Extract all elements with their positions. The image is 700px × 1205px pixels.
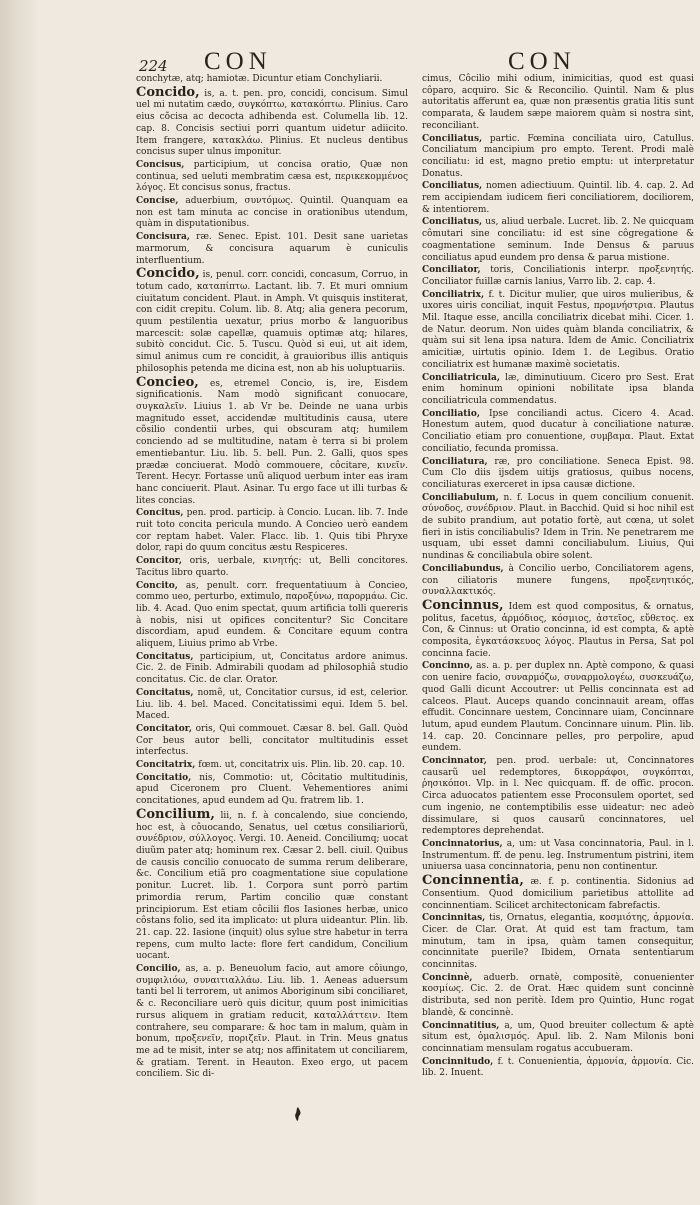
dictionary-entry bbox=[422, 1057, 694, 1080]
entry-definition: a, um: ut Vasa concinnatoria, Paul. in l. Instrumentum. ff. de penu. leg. Instrumentum pistrini, item uniuersa uasa concinnatoria, penu non continentur. bbox=[422, 839, 694, 873]
entry-definition: nomen adiectiuum. Quintil. lib. 4. cap. 2. Ad rem accipiendam iudicem fieri conciliatiorem, dociliorem, & intentiorem. bbox=[422, 181, 694, 215]
entry-headword: Concido, bbox=[136, 84, 200, 100]
entry-definition: lii, n. f. à concalendo, siue conciendo, hoc est, à côuocando, Senatus, uel cœtus consiliariorũ, συνέδριον, σύλλογος. Vergi. 10. Aeneid. Conciliumq; uocat diuũm pater atq; hominum rex. Cæsar 2. bell. ciuil. Quibus de causis concilio conuocato de summa rerum deliberare, &c. Concilium etiã pro coagmentatione siue copulatione ponitur. Lucret. lib. 1. Corpora sunt porrò partim primordia rerum, Partim concilio quæ constant principiorum. Est etiam côcilii flos Iasiones herbæ, unico côstans folio, sed ita implicato: ut plura uideantur. Plin. lib. 21. cap. 22. Iasione (inquit) olus sylue stre habetur in terra repens, cum multo lacte: flore fert candidum, Concilium uocant. bbox=[136, 810, 408, 962]
entry-headword: Concilium, bbox=[136, 806, 215, 822]
dictionary-entry bbox=[422, 1021, 694, 1056]
entry-headword: Concido, bbox=[136, 266, 200, 282]
entry-definition: læ, diminutiuum. Cicero pro Sest. Erat enim hominum opinioni nobilitate ipsa blanda conciliatricula commendatus. bbox=[422, 372, 694, 406]
entry-definition: Idem est quod compositus, & ornatus, politus, facetus, ἁρμόδιος, κόσμιος, ἀστεῖος, εὔθετος. ex Con, & Cinnus: ut Oratio concinna, id est compta, & aptè composita, ἐγκατάσκευος λόγος. Plautus in Persa, Sat pol concinna facie. bbox=[422, 601, 694, 659]
entry-headword: Concisus, bbox=[136, 159, 185, 170]
dictionary-entry bbox=[136, 196, 408, 231]
page-number: 224 bbox=[139, 57, 168, 75]
entry-headword: Concisura, bbox=[136, 232, 190, 243]
entry-definition: oris, uerbale, κινητής: ut, Belli concitores. Tacitus libro quarto. bbox=[136, 556, 408, 578]
dictionary-entry bbox=[422, 564, 694, 599]
entry-definition: tis, Ornatus, elegantia, κοσμιότης, ἁρμονία. Cicer. de Clar. Orat. At quid est tam fractum, tam minutum, tam in ipsa, quàm tamen consequitur, concinnitate puerile? Ibidem, Ornata sententiarum concinnitas. bbox=[422, 913, 694, 971]
dictionary-entry bbox=[136, 760, 408, 772]
entry-headword: Concitatus, bbox=[136, 651, 194, 662]
entry-definition: f. t. Conuenientia, ἁρμονία, ἁρμονία. Cic. lib. 2. Inuent. bbox=[422, 1056, 694, 1079]
entry-definition: toris, Conciliationis interpr. προξενητής. Conciliator fuillæ carnis lanius, Varro lib. 2. cap. 4. bbox=[422, 265, 694, 287]
dictionary-entry bbox=[422, 134, 694, 181]
entry-headword: Concinnitas, bbox=[422, 913, 486, 924]
dictionary-entry bbox=[136, 374, 408, 508]
dictionary-entry bbox=[422, 913, 694, 972]
entry-headword: Concitatus, bbox=[136, 687, 194, 698]
entry-definition: is, a. t. pen. pro, concidi, concisum. Simul uel mi nutatim cædo, συγκόπτω, κατακόπτω. Plinius. Caro eius cõcisa ac decocta adhibenda est. Columella lib. 12. cap. 8. Concisis sectiui porri quantum uidetur adiicito. Item frangere, κατακλάω. Plinius. Et nucleus dentibus concisus super ulnus imponitur. bbox=[136, 88, 408, 158]
left-column bbox=[136, 74, 408, 1082]
entry-headword: Conciliatura, bbox=[422, 456, 488, 467]
entry-headword: Concinnator, bbox=[422, 756, 487, 767]
dictionary-entry bbox=[136, 84, 408, 159]
page-gutter-shadow bbox=[0, 0, 40, 1205]
entry-headword: Concinnè, bbox=[422, 972, 473, 983]
ink-blot-icon bbox=[290, 1106, 306, 1122]
entry-definition: nomẽ, ut, Concitatior cursus, id est, celerior. Liu. lib. 4. bel. Maced. Concitatissimi equi. Idem 5. bel. Maced. bbox=[136, 687, 408, 722]
entry-headword: Concieo, bbox=[136, 374, 199, 390]
dictionary-entry bbox=[422, 181, 694, 216]
dictionary-entry bbox=[422, 409, 694, 456]
entry-definition: as. a. p. per duplex nn. Aptè compono, & quasi con uenire facio, συναρμόζω, συναρμολογέω, συσκευάζω, quod Galli dicunt Accoutrer: ut Pellis concinnata est ad calceos. Plaut. Auceps quando concinnauit aream, offas effudit. Concinnare uestem, Concinnare uiam, Concinnare lutum, apud eundem Plautum. Concinnare uinum. Plin. lib. 14. cap. 20. Concinnare pelles, pro perpolire, apud eundem. bbox=[422, 661, 694, 754]
entry-definition: oris, Qui commouet. Cæsar 8. bel. Gall. Quòd Cor beus autor belli, concitator multitudinis esset interfectus. bbox=[136, 723, 408, 758]
dictionary-entry bbox=[136, 652, 408, 687]
dictionary-entry bbox=[422, 597, 694, 661]
entry-definition: ræ, pro conciliatione. Seneca Epist. 98. Cum Clo diis ijsdem uitijs gratiosus, quibus nocens, conciliaturas exerceret in ipsa causæ dictione. bbox=[422, 456, 694, 490]
entry-headword: Concitatio, bbox=[136, 772, 192, 783]
entry-definition: n. f. Locus in quem concilium conuenit. σύνοδος, συνέδριον. Plaut. in Bacchid. Quid si hoc nihil est de subito prandium, aut potatio fortè, aut cœna, ut solet fieri in istis conciliabulis? Idem in Trin. Ne penetrarem me usquam, ubi esset damni conciliabulum. Liuius, Qui nundinas & conciliabula obire solent. bbox=[422, 492, 694, 562]
entry-definition: pen. prod. particip. à Concio. Lucan. lib. 7. Inde ruit toto concita pericula mundo. A Concieo uerò eandem cor reptam habet. Valer. Flacc. lib. 1. Quis tibi Phryxe dolor, rapi do quum concitus æstu Respiceres. bbox=[136, 508, 408, 554]
entry-headword: Conciliabulum, bbox=[422, 492, 499, 503]
entry-headword: Conciliatus, bbox=[422, 217, 483, 228]
dictionary-entry bbox=[422, 457, 694, 492]
entry-headword: Concinnatitius, bbox=[422, 1020, 500, 1031]
entry-definition: as, a. p. Beneuolum facio, aut amore côiungo, συμφιλιόω, συναιτιαλλάω. Liu. lib. 1. Aeneas aduersum tanti bel li terrorem, ut animos Aboriginum sibi conciliaret, & c. Reconciliare uerò quis dicitur, quum post inimicitias rursus aliquem in gratiam reducit, καταλλάττειν. Item contrahere, seu comparare: & hoc tam in malum, quàm in bonum, προξενεῖν, ποριζεῖν. Plaut. in Trin. Meus gnatus me ad te misit, inter se atq; nos affinitatem ut conciliarem, & gratiam. Terent. in Heauton. Exeo ergo, ut pacem conciliem. Sic di- bbox=[136, 964, 408, 1080]
entry-headword: Concinnentia, bbox=[422, 873, 524, 889]
entry-definition: à Concilio uerbo, Conciliatorem agens, con ciliatoris munere fungens, προξενητικός, συναλλακτικός. bbox=[422, 563, 694, 598]
entry-headword: Concilio, bbox=[136, 964, 181, 975]
entry-headword: Conciliatio, bbox=[422, 408, 480, 419]
entry-definition: es, etremel Concio, is, ire, Eisdem significationis. Nam modò significant conuocare, συγκαλεῖν. Liuius 1. ab Vr be. Deinde ne uana urbis magnitudo esset, accidendæ multitudinis causa, utere cõsilio condentii urbes, qui obscuram atq; humilem conciendo ad se multitudine, natam è terra si bi prolem ementiebantur. Liu. lib. 5. bell. Pun. 2. Galli, quos spes prædæ conciuerat. Modò commouere, côcitare, κινεῖν. Terent. Hecyr. Fortasse unũ aliquod uerbum inter eas iram hanc conciuerit. Plaut. Asinar. Tu ergo face ut illi turbas & lites concias. bbox=[136, 378, 408, 506]
dictionary-entry bbox=[422, 74, 694, 133]
dictionary-entry bbox=[136, 964, 408, 1081]
entry-definition: nis, Commotio: ut, Côcitatio multitudinis, apud Ciceronem pro Cluent. Vehementiores animi concitationes, apud eundem ad Qu. fratrem lib. 1. bbox=[136, 772, 408, 807]
page-header bbox=[0, 48, 700, 75]
entry-definition: ræ. Senec. Epist. 101. Desit sane uarietas marmorum, & concisura aquarum è cuniculis interfluentium. bbox=[136, 232, 408, 266]
entry-headword: Concise, bbox=[136, 196, 179, 207]
dictionary-entry bbox=[422, 265, 694, 288]
right-column bbox=[422, 74, 694, 1081]
dictionary-entry bbox=[136, 160, 408, 195]
entry-headword: Concitor, bbox=[136, 556, 182, 567]
entry-headword: Conciliatus, bbox=[422, 133, 483, 144]
entry-definition: is, penul. corr. concidi, concasum, Corruo, in totum cado, καταπίπτω. Lactant. lib. 7. Et muri omnium ciuitatum concident. Plaut. in Amph. Vt quisquis institerat, con cidit crepitu. Colum. lib. 8. Atq; alia genera pecorum, quum pestilentia uexatur, prius morbo & languoribus marcescit: solæ capellæ, quamuis optimæ atq; hilares, subitò concidut. Cic. 5. Tuscu. Quòd si eui, ut ait idem, simul animus cum re concidit, à grauioribus illis antiquis philosophis petenda me dicina est, non ab his uoluptuariis. bbox=[136, 270, 408, 374]
dictionary-entry bbox=[422, 973, 694, 1020]
entry-definition: participium, ut concisa oratio, Quæ non continua, sed ueluti membratim cæsa est, περικεκομμένος λόγος. Et concisus sonus, fractus. bbox=[136, 159, 408, 194]
dictionary-entry bbox=[136, 232, 408, 267]
entry-definition: Ipse conciliandi actus. Cicero 4. Acad. Honestum autem, quod ducatur à conciliatione naturæ. Conciliatio etiam pro conuentione, συμβαμα. Plaut. Extat conciliatio, fecunda promissa. bbox=[422, 408, 694, 454]
running-head-left: CON bbox=[204, 48, 272, 75]
dictionary-entry bbox=[422, 373, 694, 408]
entry-headword: Concitus, bbox=[136, 508, 184, 519]
entry-headword: Concinnitudo, bbox=[422, 1056, 494, 1067]
entry-headword: Concitator, bbox=[136, 723, 192, 734]
dictionary-entry bbox=[136, 556, 408, 579]
entry-headword: Concinnatorius, bbox=[422, 839, 503, 849]
dictionary-entry bbox=[136, 508, 408, 555]
dictionary-entry bbox=[136, 688, 408, 723]
dictionary-entry bbox=[136, 268, 408, 375]
entry-definition: partic. Fœmina conciliata uiro, Catullus. Conciliatum mancipium pro empto. Terent. Prodi malè conciliatu: id est, magno pretio emptu: ut interpretatur Donatus. bbox=[422, 133, 694, 179]
entry-headword: Conciliatus, bbox=[422, 181, 483, 192]
entry-headword: Concitatrix, bbox=[136, 760, 196, 771]
entry-headword: Conciliatrix, bbox=[422, 289, 485, 300]
entry-definition: a, um, Quod breuiter collectum & aptè situm est, ὁμαλισμός. Apul. lib. 2. Nam Milonis boni concinnatiam mensulam rogatus accubueram. bbox=[422, 1020, 694, 1054]
entry-headword: Conciliatricula, bbox=[422, 372, 501, 383]
entry-headword: Conciliator, bbox=[422, 265, 481, 276]
entry-definition: us, aliud uerbale. Lucret. lib. 2. Ne quicquam cômutari sine conciliatu: id est sine côgregatione & coagmentatione seminum. Inde Densus & paruus conciliatus apud eundem pro densa & parua mistione. bbox=[422, 217, 694, 263]
entry-definition: æ. f. p. continentia. Sidonius ad Consentium. Quod domicilium parietibus attollite ad concinnentiam. Scilicet architectonicam fabrefactis. bbox=[422, 877, 694, 911]
entry-definition: f. t. Dicitur mulier, que uiros mulieribus, & uxores uiris conciliat, inquit Festus, προμνήστρια. Plautus Mil. Itaque esse, ancilla conciliatrix dicebat mihi. Cicer. 1. de Natur. deorum. Non uides quàm blanda conciliatrix, & quàm sui sit lena ipsa natura. Idem de Amic. Conciliatrix amicitiæ, uirtutis opinio. Idem 1. de Legibus. Oratio conciliatrix est humanæ maximè societatis. bbox=[422, 289, 694, 370]
entry-definition: conchytæ, atq; hamiotæ. Dicuntur etiam Conchyliarii. bbox=[136, 74, 383, 84]
entry-definition: fœm. ut, concitatrix uis. Plin. lib. 20. cap. 10. bbox=[198, 760, 405, 771]
dictionary-entry bbox=[422, 756, 694, 838]
entry-definition: aduerbium, συντόμως. Quintil. Quanquam ea non est tam minuta ac concise in orationibus utendum, quàm in disputationibus. bbox=[136, 196, 408, 230]
entry-definition: participium, ut, Concitatus ardore animus. Cic. 2. de Finib. Admirabili quodam ad philosophiâ studio concitatus. Cic. de clar. Orator. bbox=[136, 651, 408, 686]
dictionary-entry bbox=[422, 875, 694, 912]
dictionary-entry bbox=[422, 839, 694, 874]
dictionary-entry bbox=[136, 773, 408, 808]
entry-headword: Concinno, bbox=[422, 661, 473, 672]
entry-definition: pen. prod. uerbale: ut, Concinnatores causarũ uel redemptores, δικορράφοι, συγκόπται, ῥησικόποι. Vlp. in l. Nec quicquam. ff. de offic. procon. Circa aduocatos patientem esse Proconsulem oportet, sed cum ingenio, ne contemptibilis esse uideatur: nec adeò dissimulare, si quos causarũ concinnatores, uel redemptores deprehendat. bbox=[422, 756, 694, 837]
running-head-right: CON bbox=[508, 48, 576, 75]
dictionary-entry bbox=[136, 806, 408, 963]
entry-headword: Concito, bbox=[136, 580, 178, 591]
dictionary-entry bbox=[422, 493, 694, 563]
entry-definition: cimus, Côcilio mihi odium, inimicitias, quod est quasi côparo, acquiro. Sic & Reconcilio. Quintil. Nam & plus autoritatis afferunt ea, quæ non præsentis gratia litis sunt comparata, & laudem sæpe maiorem quàm si nostra sint, reconciliant. bbox=[422, 74, 694, 131]
entry-headword: Concinnus, bbox=[422, 597, 504, 613]
dictionary-entry bbox=[422, 217, 694, 264]
entry-headword: Conciliabundus, bbox=[422, 563, 504, 574]
dictionary-entry bbox=[136, 724, 408, 759]
entry-definition: as, penult. corr. frequentatiuum à Concieo, commo ueo, perturbo, extimulo, παροξύνω, παρορμάω. Cic. lib. 4. Acad. Quo enim spectat, quum artificia tolli quereris à nobis, nisi ut opifices concitentur? Sic Concitare discordiam, apud eundem. & Concitare equum contra aliquem, Liuius primo ab Vrbe. bbox=[136, 580, 408, 650]
dictionary-entry bbox=[422, 661, 694, 755]
dictionary-entry bbox=[422, 290, 694, 372]
entry-definition: aduerb. ornatè, compositè, conuenienter κοσμίως. Cic. 2. de Orat. Hæc quidem sunt concinnè distributa, sed non peritè. Idem pro Quintio, Hunc rogat blandè, & concinnè. bbox=[422, 972, 694, 1018]
dictionary-entry bbox=[136, 581, 408, 651]
